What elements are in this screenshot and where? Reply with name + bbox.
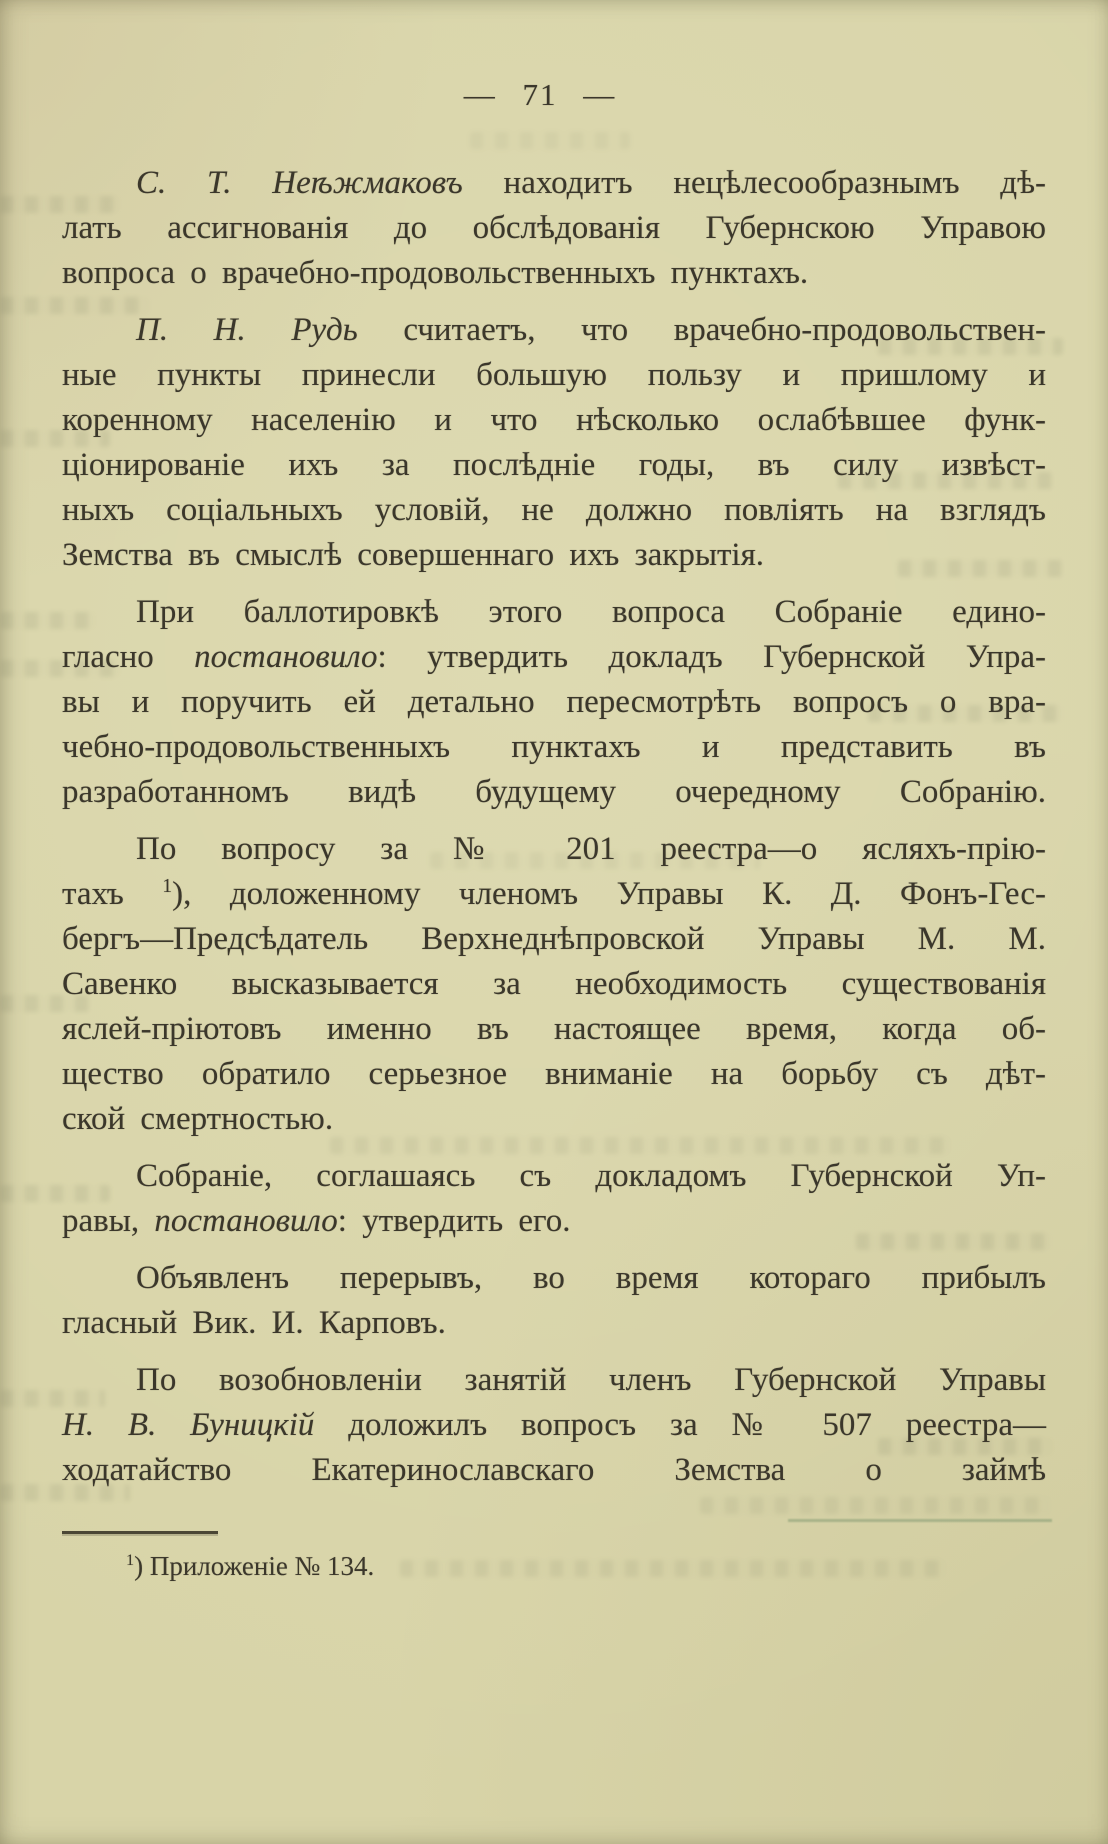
- text-run: яслей-пріютовъ именно въ настоящее время, когда об-: [62, 1011, 1046, 1047]
- text-line: [62, 962, 1046, 1007]
- text-line: [62, 827, 1046, 872]
- text-line: [62, 1448, 1046, 1493]
- page-body: [62, 161, 1046, 1493]
- text-line: [62, 635, 1046, 680]
- text-run: вы и поручить ей детально пересмотрѣть вопросъ о вра-: [62, 684, 1046, 720]
- text-line: [62, 308, 1046, 353]
- text-line: [62, 590, 1046, 635]
- text-run: ходатайство Екатеринославскаго Земства о займѣ: [62, 1452, 1046, 1488]
- text-run: При баллотировкѣ этого вопроса Собраніе едино-: [136, 594, 1046, 630]
- text-run: бергъ—Предсѣдатель Верхнеднѣпровской Управы М. М.: [62, 921, 1046, 957]
- text-line: [62, 1154, 1046, 1199]
- text-run: щество обратило серьезное вниманіе на борьбу съ дѣт-: [62, 1056, 1046, 1092]
- emphasis-run: П. Н. Рудь: [136, 312, 358, 348]
- text-line: [62, 770, 1046, 815]
- text-run: доложилъ вопросъ за № 507 реестра—: [314, 1407, 1046, 1443]
- paragraph: [62, 1358, 1046, 1493]
- text-line: [62, 1358, 1046, 1403]
- text-run: вопроса о врачебно-продовольственныхъ пунктахъ.: [62, 255, 809, 291]
- text-run: ные пункты принесли большую пользу и пришлому и: [62, 357, 1046, 393]
- text-run: находитъ нецѣлесообразнымъ дѣ-: [462, 165, 1047, 201]
- text-run: Объявленъ перерывъ, во время котораго прибылъ: [136, 1260, 1046, 1296]
- text-line: [62, 488, 1046, 533]
- text-run: Савенко высказывается за необходимость существованія: [62, 966, 1046, 1002]
- text-run: коренному населенію и что нѣсколько ослабѣвшее функ-: [62, 402, 1046, 438]
- emphasis-run: постановило: [194, 639, 378, 675]
- text-run: Земства въ смыслѣ совершеннаго ихъ закрытія.: [62, 537, 765, 573]
- text-line: [62, 1403, 1046, 1448]
- text-line: [62, 1256, 1046, 1301]
- text-line: [62, 353, 1046, 398]
- paragraph: [62, 1256, 1046, 1346]
- footnote-text: ) Приложеніе № 134.: [134, 1551, 375, 1581]
- paragraph: [62, 1154, 1046, 1244]
- text-run: равы,: [62, 1203, 155, 1239]
- text-line: [62, 725, 1046, 770]
- text-run: лать ассигнованія до обслѣдованія Губернскою Управою: [62, 210, 1046, 246]
- text-line: [62, 398, 1046, 443]
- text-line: [62, 1097, 1046, 1142]
- footnote: [62, 1548, 1046, 1584]
- paragraph: [62, 161, 1046, 296]
- footnote-reference: 1: [162, 875, 173, 897]
- emphasis-run: Н. В. Буницкій: [62, 1407, 315, 1443]
- text-run: : утвердить докладъ Губернской Упра-: [377, 639, 1046, 675]
- text-line: [62, 206, 1046, 251]
- text-line: [62, 1301, 1046, 1346]
- text-run: ской смертностью.: [62, 1101, 334, 1137]
- text-line: [62, 872, 1046, 917]
- paragraph: [62, 308, 1046, 578]
- text-run: ), доложенному членомъ Управы К. Д. Фонъ-Гес-: [172, 876, 1046, 912]
- emphasis-run: С. Т. Неѣжмаковъ: [136, 165, 463, 201]
- text-line: [62, 251, 1046, 296]
- emphasis-run: постановило: [154, 1203, 338, 1239]
- text-run: считаетъ, что врачебно-продовольствен-: [357, 312, 1046, 348]
- footnote-marker: 1: [126, 1551, 135, 1569]
- text-run: Собраніе, соглашаясь съ докладомъ Губернской Уп-: [136, 1158, 1046, 1194]
- text-run: : утвердить его.: [337, 1203, 571, 1239]
- text-line: [62, 917, 1046, 962]
- text-line: [62, 680, 1046, 725]
- text-line: [62, 1052, 1046, 1097]
- text-run: гласный Вик. И. Карповъ.: [62, 1305, 446, 1341]
- text-run: разработанномъ видѣ будущему очередному Собранію.: [62, 774, 1046, 810]
- text-line: [62, 533, 1046, 578]
- text-line: [62, 161, 1046, 206]
- text-run: ціонированіе ихъ за послѣдніе годы, въ силу извѣст-: [62, 447, 1046, 483]
- footnote-separator: [62, 1531, 218, 1534]
- paragraph: [62, 590, 1046, 815]
- paragraph: [62, 827, 1046, 1142]
- text-line: [62, 1199, 1046, 1244]
- text-run: ныхъ соціальныхъ условій, не должно повліять на взглядъ: [62, 492, 1046, 528]
- text-run: чебно-продовольственныхъ пунктахъ и представить въ: [62, 729, 1046, 765]
- text-run: По возобновленіи занятій членъ Губернской Управы: [136, 1362, 1046, 1398]
- text-line: [62, 443, 1046, 488]
- text-line: [62, 1007, 1046, 1052]
- page-number: — 71 —: [463, 77, 617, 112]
- text-run: тахъ: [62, 876, 163, 912]
- text-run: По вопросу за № 201 реестра—о ясляхъ-прію-: [136, 831, 1046, 867]
- text-run: гласно: [62, 639, 195, 675]
